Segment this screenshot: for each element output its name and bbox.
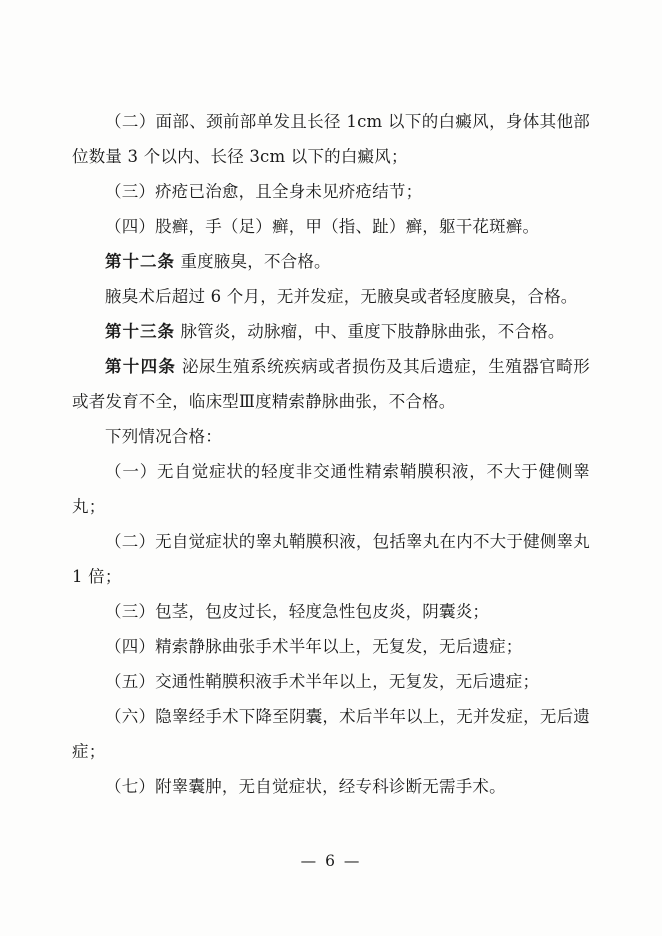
paragraph-item: （二）无自觉症状的睾丸鞘膜积液，包括睾丸在内不大于健侧睾丸 1 倍； bbox=[72, 532, 590, 586]
page-number: — 6 — bbox=[300, 852, 362, 870]
paragraph-item: （一）无自觉症状的轻度非交通性精索鞘膜积液，不大于健侧睾丸； bbox=[72, 462, 590, 516]
paragraph-item: （三）包茎，包皮过长，轻度急性包皮炎，阴囊炎； bbox=[105, 602, 490, 621]
paragraph-item: （二）面部、颈前部单发且长径 1cm 以下的白癜风，身体其他部位数量 3 个以内、长径 3cm 以下的白癜风； bbox=[72, 112, 590, 166]
clause-paragraph bbox=[72, 244, 590, 279]
clause-paragraph bbox=[72, 349, 590, 419]
paragraph-item: （三）疥疮已治愈，且全身未见疥疮结节； bbox=[105, 182, 423, 201]
paragraph-body: 腋臭术后超过 6 个月，无并发症，无腋臭或者轻度腋臭，合格。 bbox=[105, 287, 578, 306]
clause-paragraph bbox=[72, 314, 590, 349]
paragraph-item: （四）精索静脉曲张手术半年以上，无复发，无后遗症； bbox=[105, 637, 523, 656]
clause-text: 脉管炎，动脉瘤，中、重度下肢静脉曲张，不合格。 bbox=[180, 322, 565, 341]
clause-text: 重度腋臭，不合格。 bbox=[180, 252, 331, 271]
paragraph-item: （七）附睾囊肿，无自觉症状，经专科诊断无需手术。 bbox=[105, 777, 506, 796]
paragraph-body: 下列情况合格： bbox=[105, 427, 222, 446]
paragraph-item: （四）股癣，手（足）癣，甲（指、趾）癣，躯干花斑癣。 bbox=[105, 217, 540, 236]
clause-title: 第十二条 bbox=[105, 252, 175, 271]
paragraph-item: （五）交通性鞘膜积液手术半年以上，无复发，无后遗症； bbox=[105, 672, 540, 691]
clause-title: 第十四条 bbox=[105, 357, 177, 376]
document-body bbox=[72, 104, 590, 804]
clause-title: 第十三条 bbox=[105, 322, 175, 341]
paragraph-item: （六）隐睾经手术下降至阴囊，术后半年以上，无并发症，无后遗症； bbox=[72, 707, 590, 761]
clause-text: 泌尿生殖系统疾病或者损伤及其后遗症，生殖器官畸形或者发育不全，临床型Ⅲ度精索静脉曲张，不合格。 bbox=[72, 357, 590, 411]
